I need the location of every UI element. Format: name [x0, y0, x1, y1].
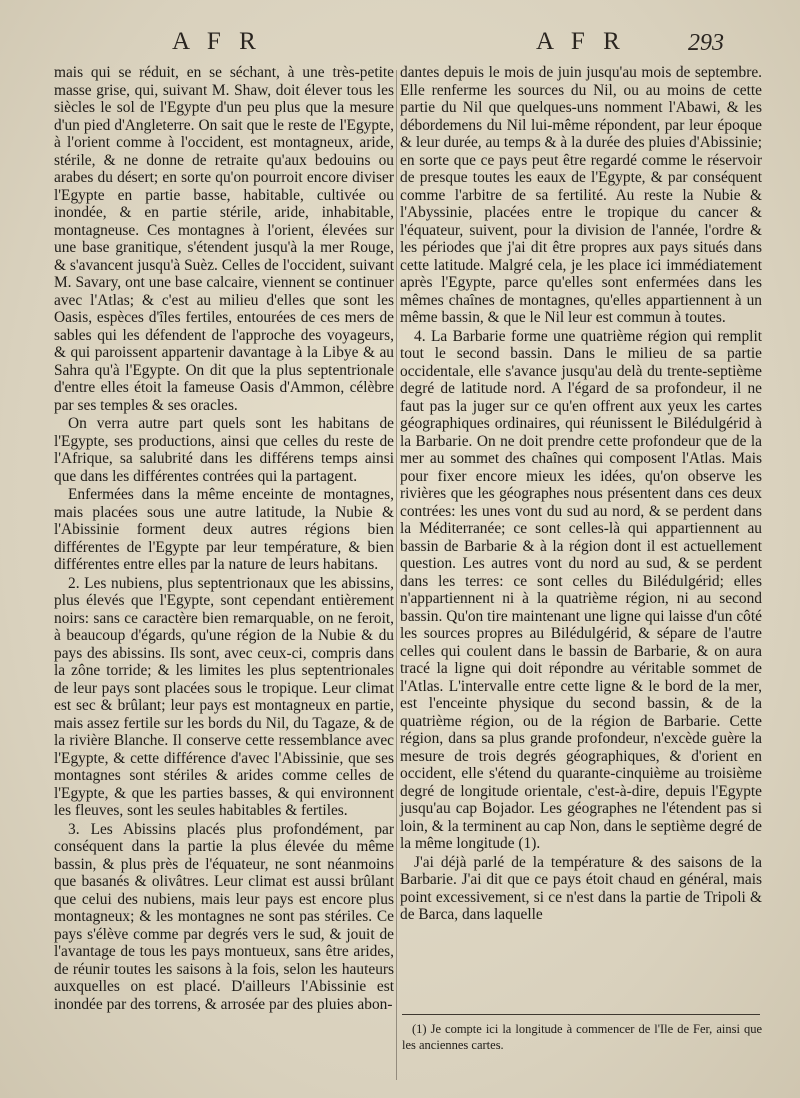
- footnote-text: (1) Je compte ici la longitude à commencer de l'Ile de Fer, ainsi que les anciennes cartes.: [402, 1022, 762, 1052]
- paragraph: 3. Les Abissins placés plus profondément, par conséquent dans la partie la plus élevée du même bassin, & plus près de l'équateur, ne sont néanmoins que basanés & olivâtres. Leur climat est aussi brûlant que celui des nubiens, mais leur pays est encore plus montagneux; & les montagnes ne sont pas stériles. Ce pays s'élève comme par degrés vers le sud, & jouit de l'avantage de tous les pays montueux, sans être arides, de réunir toutes les saisons à la fois, selon les hauteurs auxquelles on est placé. D'ailleurs l'Abissinie est inondée par des torrens, & arrosée par des pluies abon-: [54, 820, 394, 1013]
- column-divider: [396, 70, 397, 1080]
- header-right-word: A F R: [536, 28, 626, 55]
- footnote-rule: [402, 1014, 760, 1015]
- paragraph: 4. La Barbarie forme une quatrième région qui remplit tout le second bassin. Dans le milieu de sa partie occidentale, elle s'avance jusqu'au delà du trente-septième degré de latitude nord. A l'égard de sa profondeur, il ne faut pas la juger sur ce qu'en offrent aux yeux les cartes géographiques ordinaires, qui réunissent le Bilédulgérid à la Barbarie. On ne doit prendre cette profondeur que de la mer au sommet des chaînes qui composent l'Atlas. Mais pour fixer encore mieux les idées, qu'on observe les rivières que les géographes nous présentent dans ces deux contrées: les unes vont du sud au nord, & se perdent dans la Méditerranée; ce sont celles-là qui appartiennent au bassin de Barbarie & à la région dont il est actuellement question. Les autres vont du nord au sud, & se perdent dans les terres: ce sont celles du Bilédulgérid; elles n'appartiennent ni à la quatrième région, ni au second bassin. Qu'on tire maintenant une ligne qui laisse d'un côté les sources propres au Bilédulgérid, & sépare de l'autre celles qui coulent dans le bassin de Barbarie, & on aura tracé la ligne qui doit répondre au véritable sommet de l'Atlas. L'intervalle entre cette ligne & le bord de la mer, est l'enceinte physique du second bassin, & de la quatrième région, ou de la région de Barbarie. Cette région, dans sa plus grande profondeur, n'excède guère la mesure de trois degrés géographiques, & d'orient en occident, elle s'étend du quarante-cinquième au troisième degré de longitude orientale, c'est-à-dire, depuis l'Egypte jusqu'au cap Bojador. Les géographes ne l'étendent pas si loin, & la terminent au cap Non, dans le septième degré de la même longitude (1).: [400, 327, 762, 852]
- paragraph: Enfermées dans la même enceinte de montagnes, mais placées sous une autre latitude, la Nubie & l'Abissinie forment deux autres régions bien différentes de l'Egypte par leur température, & bien différentes entre elles par la nature de leurs habitans.: [54, 486, 394, 573]
- paragraph: mais qui se réduit, en se séchant, à une très-petite masse grise, qui, suivant M. Shaw, doit élever tous les siècles le sol de l'Egypte d'un peu plus que la mesure d'un pied d'Angleterre. On sait que le reste de l'Egypte, à l'orient comme à l'occident, est montagneux, aride, stérile, & ne donne de retraite qu'aux bedouins ou arabes du désert; en sorte qu'on pourroit encore diviser l'Egypte en partie basse, habitable, cultivée ou inondée, & en partie stérile, aride, inhabitable, montagneuse. Ces montagnes à l'orient, élevées sur une base granitique, s'étendent jusqu'à la mer Rouge, & s'avancent jusqu'à Suèz. Celles de l'occident, suivant M. Savary, ont une base calcaire, viennent se continuer avec l'Atlas; & c'est au milieu d'elles que sont les Oasis, espèces d'îles fertiles, entourées de ces mers de sables qui les défendent de l'approche des voyageurs, & qui paroissent appartenir davantage à la Libye & au Sahra qu'à l'Egypte. On dit que la plus septentrionale d'entre elles étoit la fameuse Oasis d'Ammon, célèbre par ses temples & ses oracles.: [54, 64, 394, 414]
- header-left-word: A F R: [172, 28, 262, 55]
- right-column: [400, 64, 762, 1014]
- paragraph: dantes depuis le mois de juin jusqu'au mois de septembre. Elle renferme les sources du Nil, ou au moins de cette partie du Nil que quelques-uns nomment l'Abawi, & les débordemens du Nil lui-même répondent, par leur époque & leur durée, au temps & à la durée des pluies d'Abissinie; en sorte que ce pays peut être regardé comme le réservoir de presque toutes les eaux de l'Egypte, & par conséquent comme l'arbitre de sa fertilité. Au reste la Nubie & l'Abyssinie, placées entre le tropique du cancer & l'équateur, suivent, pour la division de l'année, l'ordre & les périodes que j'ai dit être propres aux pays situés dans cette latitude. Malgré cela, je les place ici immédiatement après l'Egypte, parce qu'elles sont enfermées dans les mêmes chaînes de montagnes, qu'elles appartiennent à un même bassin, & que le Nil leur est commun à toutes.: [400, 64, 762, 326]
- paragraph: On verra autre part quels sont les habitans de l'Egypte, ses productions, ainsi que celles du reste de l'Afrique, sa salubrité dans les différens temps ainsi que dans les différentes contrées qui la partagent.: [54, 415, 394, 485]
- page-number: 293: [688, 30, 724, 56]
- footnote: [402, 1021, 762, 1053]
- paragraph: J'ai déjà parlé de la température & des saisons de la Barbarie. J'ai dit que ce pays étoit chaud en général, mais point excessivement, si ce n'est dans la partie de Tripoli & de Barca, dans laquelle: [400, 853, 762, 923]
- running-header: [0, 22, 800, 62]
- left-column: [54, 64, 394, 1074]
- paragraph: 2. Les nubiens, plus septentrionaux que les abissins, plus élevés que l'Egypte, sont cependant entièrement noirs: sans ce caractère bien remarquable, on ne feroit, à beaucoup d'égards, qu'une région de la Nubie & du pays des abissins. Ils sont, avec ceux-ci, compris dans la zône torride; & les limites les plus septentrionales de leur pays sont placées sous le tropique. Leur climat est sec & brûlant; leur pays est montagneux en partie, mais assez fertile sur les bords du Nil, du Tagaze, & de la rivière Blanche. Il conserve cette ressemblance avec l'Egypte, & cette différence d'avec l'Abissinie, que ses montagnes sont stériles & arides comme celles de l'Egypte, & que les parties basses, & qui environnent les fleuves, sont les seules habitables & fertiles.: [54, 574, 394, 819]
